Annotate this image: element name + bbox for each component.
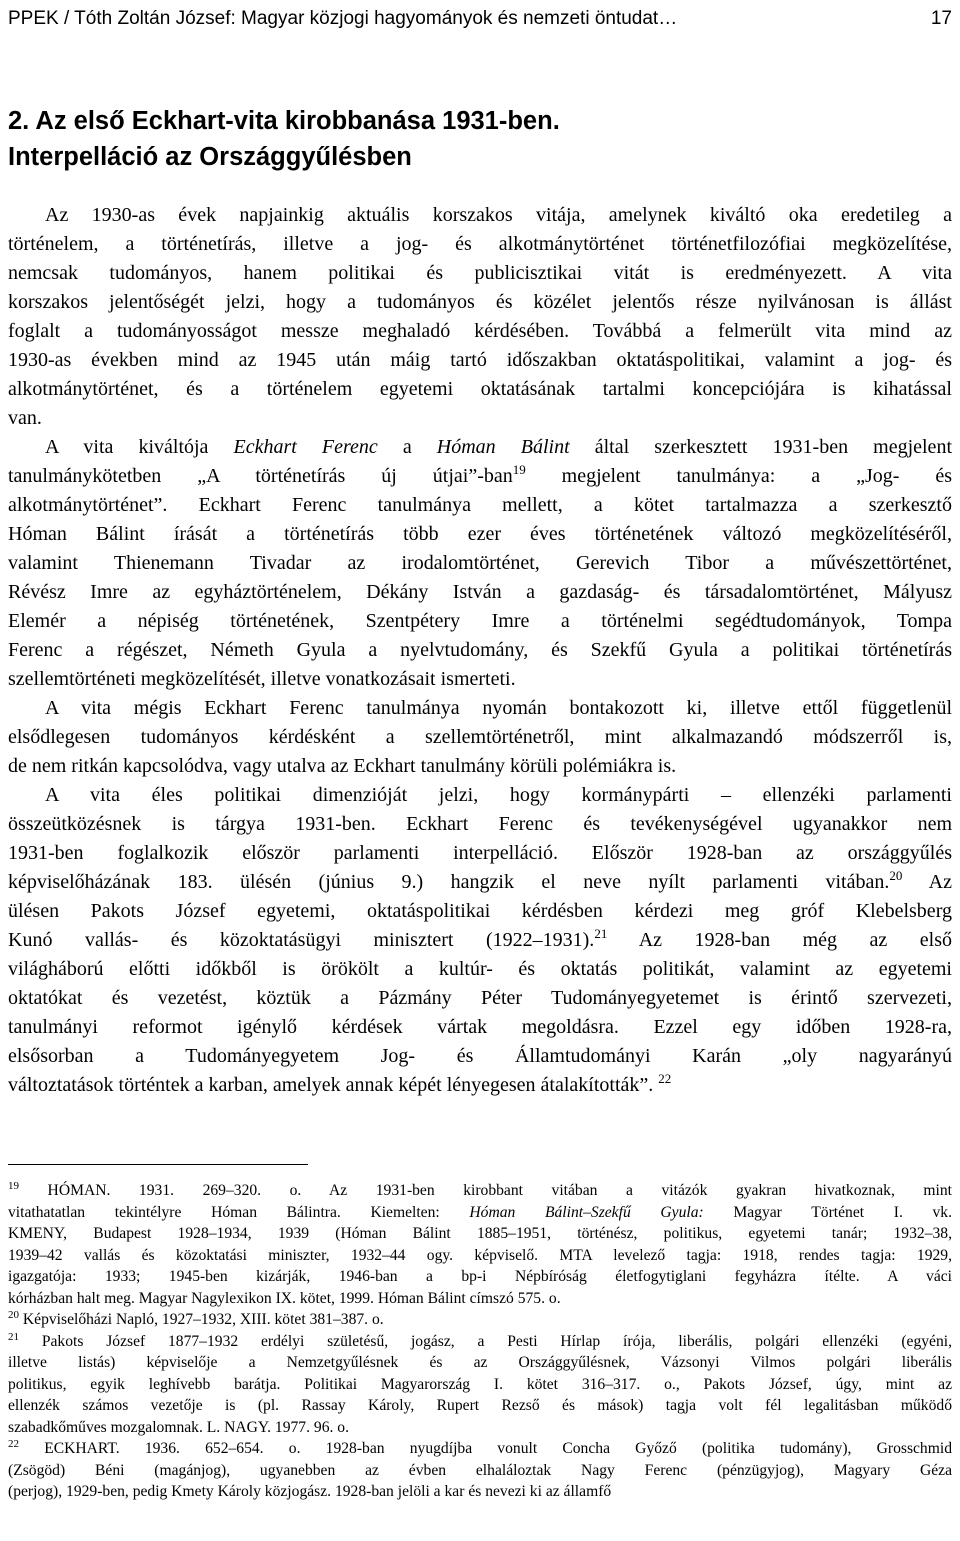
footnote-line: [8, 1202, 952, 1224]
body-line: de nem ritkán kapcsolódva, vagy utalva az Eckhart tanulmány körüli polémiákra is.: [8, 755, 677, 777]
footnote-line: [8, 1309, 952, 1331]
footnote-line: [8, 1180, 952, 1202]
body-text-run: képviselőházának 183. ülésén (június 9.) hangzik el neve nyílt parlamenti vitában.: [8, 871, 890, 893]
footnote-number: 20: [8, 1309, 19, 1321]
body-line: világháború előtti időkből is örökölt a kultúr- és oktatás politikát, valamint az egyetemi: [8, 958, 952, 980]
body-text-run: által szerkesztett 1931-ben megjelent: [569, 436, 952, 458]
body-line: oktatókat és vezetést, köztük a Pázmány Péter Tudományegyetemet is érintő szervezeti,: [8, 987, 952, 1009]
footnote-text: vitathatatlan tekintélyre Hóman Bálintra. Kiemelten:: [8, 1203, 470, 1221]
body-text-run: Az 1928-ban még az első: [607, 929, 952, 951]
footnote-number: 21: [8, 1330, 19, 1343]
footnote-line: [8, 1331, 952, 1353]
footnote-line: igazgatója: 1933; 1945-ben kizárják, 1946-ban a bp-i Népbíróság életfogytiglani fegyházra ítélte. A váci: [8, 1268, 952, 1285]
body-text-run: Kunó vallás- és közoktatásügyi minisztert (1922–1931).: [8, 929, 595, 951]
footnote-text: ECKHART. 1936. 652–654. o. 1928-ban nyugdíjba vonult Concha Győző (politika tudomány), Grosschmid: [19, 1440, 952, 1457]
footnote-line: 1939–42 vallás és közoktatási miniszter, 1932–44 ogy. képviselő. MTA levelező tagja: 1918, rendes tagja: 1929,: [8, 1246, 952, 1264]
footnote-line: KMENY, Budapest 1928–1934, 1939 (Hóman Bálint 1885–1951, történész, politikus, egyetemi tanár; 1932–38,: [8, 1225, 952, 1242]
footnote-text: Magyar Történet I. vk.: [703, 1203, 953, 1221]
footnote-line: ellenzék számos vezetője is (pl. Rassay Károly, Rupert Rezső és mások) tagja volt fél legalitásban működő: [8, 1397, 952, 1414]
body-line: valamint Thienemann Tivadar az irodalomtörténet, Gerevich Tibor a művészettörténet,: [8, 552, 952, 574]
body-text-run: változtatások történtek a karban, amelyek annak képét lényegesen átalakították”.: [8, 1074, 654, 1096]
section-heading-line-2: Interpelláció az Országgyűlésben: [8, 143, 412, 171]
section-heading-line-1: 2. Az első Eckhart-vita kirobbanása 1931-ben.: [8, 107, 560, 135]
body-line: tanulmányi reformot igénylő kérdések vártak megoldásra. Ezzel egy időben 1928-ra,: [8, 1016, 952, 1038]
footnote-ref-20: 20: [889, 868, 903, 883]
footnote-line: kórházban halt meg. Magyar Nagylexikon IX. kötet, 1999. Hóman Bálint címszó 575. o.: [8, 1289, 561, 1307]
footnote-text: Pakots József 1877–1932 erdélyi születésű, jogász, a Pesti Hírlap írója, liberális, polgári ellenzéki (egyéni,: [19, 1332, 952, 1350]
body-line: ülésen Pakots József egyetemi, oktatáspolitikai kérdésben kérdezi meg gróf Klebelsberg: [8, 900, 952, 922]
body-line: nemcsak tudományos, hanem politikai és publicisztikai vitát is eredményezett. A vita: [8, 262, 952, 284]
author-name-italic: Eckhart Ferenc: [233, 436, 378, 458]
footnote-line: illetve listás) képviselője a Nemzetgyűlésnek és az Országgyűlésnek, Vázsonyi Vilmos polgári liberális: [8, 1354, 952, 1371]
section-heading: [8, 103, 952, 175]
body-text-run: tanulmánykötetben „A történetírás új útjai”-ban: [8, 465, 513, 487]
body-line: [8, 926, 952, 955]
body-line: van.: [8, 407, 42, 429]
body-text-run: A vita kiváltója: [45, 436, 234, 458]
body-line: 1930-as években mind az 1945 után máig tartó időszakban oktatáspolitikai, valamint a jog- és: [8, 349, 952, 371]
body-line: alkotmánytörténet, és a történelem egyetemi oktatásának tartalmi koncepciójára is kihatással: [8, 378, 952, 400]
body-line: [8, 868, 952, 897]
body-line: A vita mégis Eckhart Ferenc tanulmánya nyomán bontakozott ki, illetve ettől függetlenül: [45, 697, 952, 719]
body-line: összeütközésnek is tárgya 1931-ben. Eckhart Ferenc és tevékenységével ugyanakkor nem: [8, 813, 952, 835]
footnote-ref-22: 22: [658, 1071, 672, 1086]
body-text: [8, 201, 952, 1100]
body-text-run: a: [377, 436, 437, 458]
body-line: korszakos jelentőségét jelzi, hogy a tudományos és közélet jelentős része nyilvánosan is állást: [8, 291, 952, 313]
body-line: 1931-ben foglalkozik először parlamenti interpelláció. Először 1928-ban az országgyűlés: [8, 842, 952, 864]
footnote-number: 19: [8, 1180, 19, 1192]
footnote-ref-21: 21: [594, 926, 608, 941]
body-line: történelem, a történetírás, illetve a jog- és alkotmánytörténet történetfilozófiai megközelítése,: [8, 233, 952, 255]
body-line: elsősorban a Tudományegyetem Jog- és Államtudományi Karán „oly nagyarányú: [8, 1045, 952, 1067]
body-line: elsődlegesen tudományos kérdésként a szellemtörténetről, mint alkalmazandó módszerről is,: [8, 726, 952, 748]
footnote-line: szabadkőműves mozgalomnak. L. NAGY. 1977. 96. o.: [8, 1418, 349, 1436]
body-line: foglalt a tudományosságot messze meghaladó kérdésében. Továbbá a felmerült vita mind az: [8, 320, 952, 342]
footnote-line: (perjog), 1929-ben, pedig Kmety Károly közjogász. 1928-ban jelöli a kar és nevezi ki az államfő: [8, 1483, 612, 1500]
footnote-ref-19: 19: [512, 462, 526, 477]
body-line: [8, 1071, 952, 1100]
body-line: Hóman Bálint írását a történetírás több ezer éves történetének változó megközelítéséről,: [8, 523, 952, 545]
footnote-line: (Zsögöd) Béni (magánjog), ugyanebben az évben elhaláloztak Nagy Ferenc (pénzügyjog), Magyary Géza: [8, 1461, 952, 1479]
body-line: Révész Imre az egyháztörténelem, Dékány István a gazdaság- és társadalomtörténet, Mályusz: [8, 581, 952, 603]
page-number: 17: [930, 8, 952, 29]
body-line: [8, 433, 952, 462]
body-text-run: Az: [902, 871, 952, 893]
body-line: szellemtörténeti megközelítését, illetve vonatkozásait ismerteti.: [8, 668, 516, 690]
footnote-line: politikus, egyik leghívebb barátja. Politikai Magyarország I. kötet 316–317. o., Pakots József, úgy, mint az: [8, 1375, 952, 1393]
footnote-text: HÓMAN. 1931. 269–320. o. Az 1931-ben kirobbant vitában a vitázók gyakran hivatkoznak, mint: [19, 1182, 952, 1199]
footnote-line: [8, 1438, 952, 1460]
header-title: PPEK / Tóth Zoltán József: Magyar közjogi hagyományok és nemzeti öntudat…: [8, 8, 678, 29]
footnote-number: 22: [8, 1438, 19, 1450]
body-text-run: megjelent tanulmánya: a „Jog- és: [525, 465, 952, 487]
editor-name-italic: Hóman Bálint: [436, 436, 570, 458]
citation-italic: Hóman Bálint–Szekfű Gyula:: [469, 1203, 704, 1221]
body-line: Elemér a népiség történetének, Szentpétery Imre a történelmi segédtudományok, Tompa: [8, 610, 952, 632]
running-header: [8, 4, 952, 34]
body-line: Ferenc a régészet, Németh Gyula a nyelvtudomány, és Szekfű Gyula a politikai történetírás: [8, 639, 952, 661]
body-line: [8, 462, 952, 491]
footnotes: [8, 1180, 952, 1503]
footnote-text: Képviselőházi Napló, 1927–1932, XIII. kötet 381–387. o.: [19, 1311, 384, 1328]
body-line: A vita éles politikai dimenzióját jelzi, hogy kormánypárti – ellenzéki parlamenti: [45, 784, 952, 806]
footnote-separator: [8, 1164, 308, 1165]
body-line: Az 1930-as évek napjainkig aktuális korszakos vitája, amelynek kiváltó oka eredetileg a: [45, 204, 952, 226]
body-line: alkotmánytörténet”. Eckhart Ferenc tanulmánya mellett, a kötet tartalmazza a szerkesztő: [8, 494, 952, 516]
